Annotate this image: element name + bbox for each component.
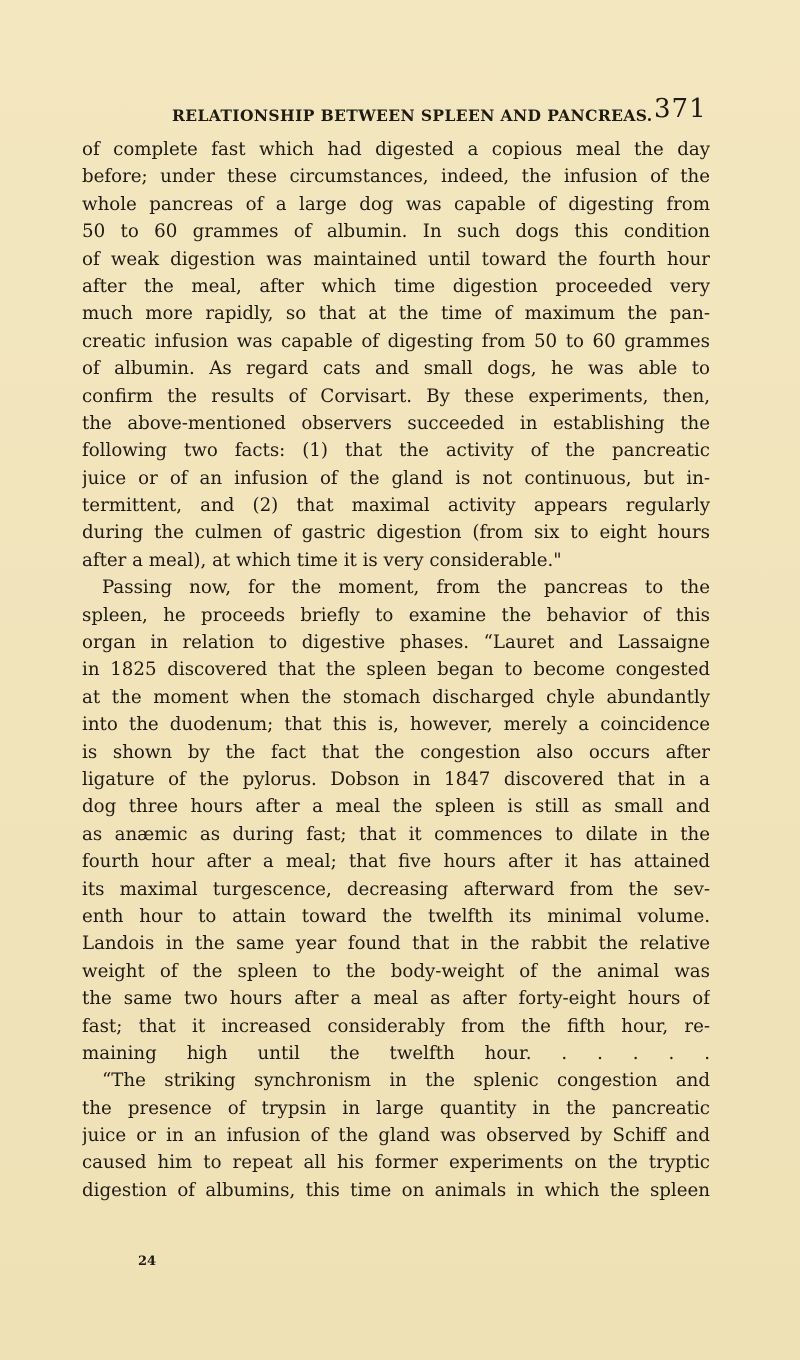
running-head: RELATIONSHIP BETWEEN SPLEEN AND PANCREAS. [172, 106, 653, 125]
text-line: creatic infusion was capable of digesting from 50 to 60 grammes [82, 330, 710, 352]
paragraph-start-line: Passing now, for the moment, from the pancreas to the [102, 577, 710, 599]
text-line: organ in relation to digestive phases. “Lauret and Lassaigne [82, 632, 710, 654]
text-line: after the meal, after which time digestion proceeded very [82, 275, 710, 297]
text-line: confirm the results of Corvisart. By these experiments, then, [82, 385, 710, 407]
text-line: juice or of an infusion of the gland is not continuous, but in- [82, 467, 710, 489]
text-line: at the moment when the stomach discharged chyle abundantly [82, 686, 710, 708]
text-line: following two facts: (1) that the activity of the pancreatic [82, 440, 710, 462]
text-line: of albumin. As regard cats and small dogs, he was able to [82, 358, 710, 380]
text-line: Landois in the same year found that in the rabbit the relative [82, 933, 710, 955]
text-line: juice or in an infusion of the gland was observed by Schiff and [82, 1125, 710, 1147]
text-line: ligature of the pylorus. Dobson in 1847 discovered that in a [82, 768, 710, 790]
text-line: caused him to repeat all his former experiments on the tryptic [82, 1152, 710, 1174]
text-line: of complete fast which had digested a copious meal the day [82, 139, 710, 160]
text-line: after a meal), at which time it is very considerable." [82, 549, 562, 571]
text-line: dog three hours after a meal the spleen is still as small and [82, 796, 710, 818]
text-line: 50 to 60 grammes of albumin. In such dogs this condition [82, 221, 710, 243]
text-line: is shown by the fact that the congestion also occurs after [82, 741, 710, 763]
text-line: before; under these circumstances, indeed, the infusion of the [82, 166, 710, 188]
text-line: digestion of albumins, this time on animals in which the spleen [82, 1179, 710, 1201]
text-line: much more rapidly, so that at the time of maximum the pan- [82, 303, 710, 325]
text-line: its maximal turgescence, decreasing afterward from the sev- [82, 878, 710, 900]
text-line: fast; that it increased considerably from the fifth hour, re- [82, 1015, 710, 1037]
signature-mark: 24 [138, 1254, 157, 1269]
text-line: in 1825 discovered that the spleen began to become congested [82, 659, 710, 681]
text-line: maining high until the twelfth hour. . . . . . [82, 1042, 710, 1064]
text-line: the above-mentioned observers succeeded in establishing the [82, 412, 710, 434]
text-line: into the duodenum; that this is, however, merely a coincidence [82, 714, 710, 736]
text-line: the same two hours after a meal as after forty-eight hours of [82, 988, 710, 1010]
text-line: weight of the spleen to the body-weight of the animal was [82, 960, 710, 982]
text-line: spleen, he proceeds briefly to examine the behavior of this [82, 604, 710, 626]
text-line: whole pancreas of a large dog was capable of digesting from [82, 193, 710, 215]
text-line: fourth hour after a meal; that five hours after it has attained [82, 851, 710, 873]
text-line: during the culmen of gastric digestion (from six to eight hours [82, 522, 710, 544]
page-number: 371 [654, 94, 707, 124]
body-text [82, 136, 710, 1204]
text-line: termittent, and (2) that maximal activity appears regularly [82, 495, 710, 517]
text-line: of weak digestion was maintained until toward the fourth hour [82, 248, 710, 270]
text-line: enth hour to attain toward the twelfth its minimal volume. [82, 905, 710, 927]
text-line: the presence of trypsin in large quantity in the pancreatic [82, 1097, 710, 1119]
text-line: as anæmic as during fast; that it commences to dilate in the [82, 823, 710, 845]
paragraph-start-line: “The striking synchronism in the splenic congestion and [102, 1070, 710, 1092]
